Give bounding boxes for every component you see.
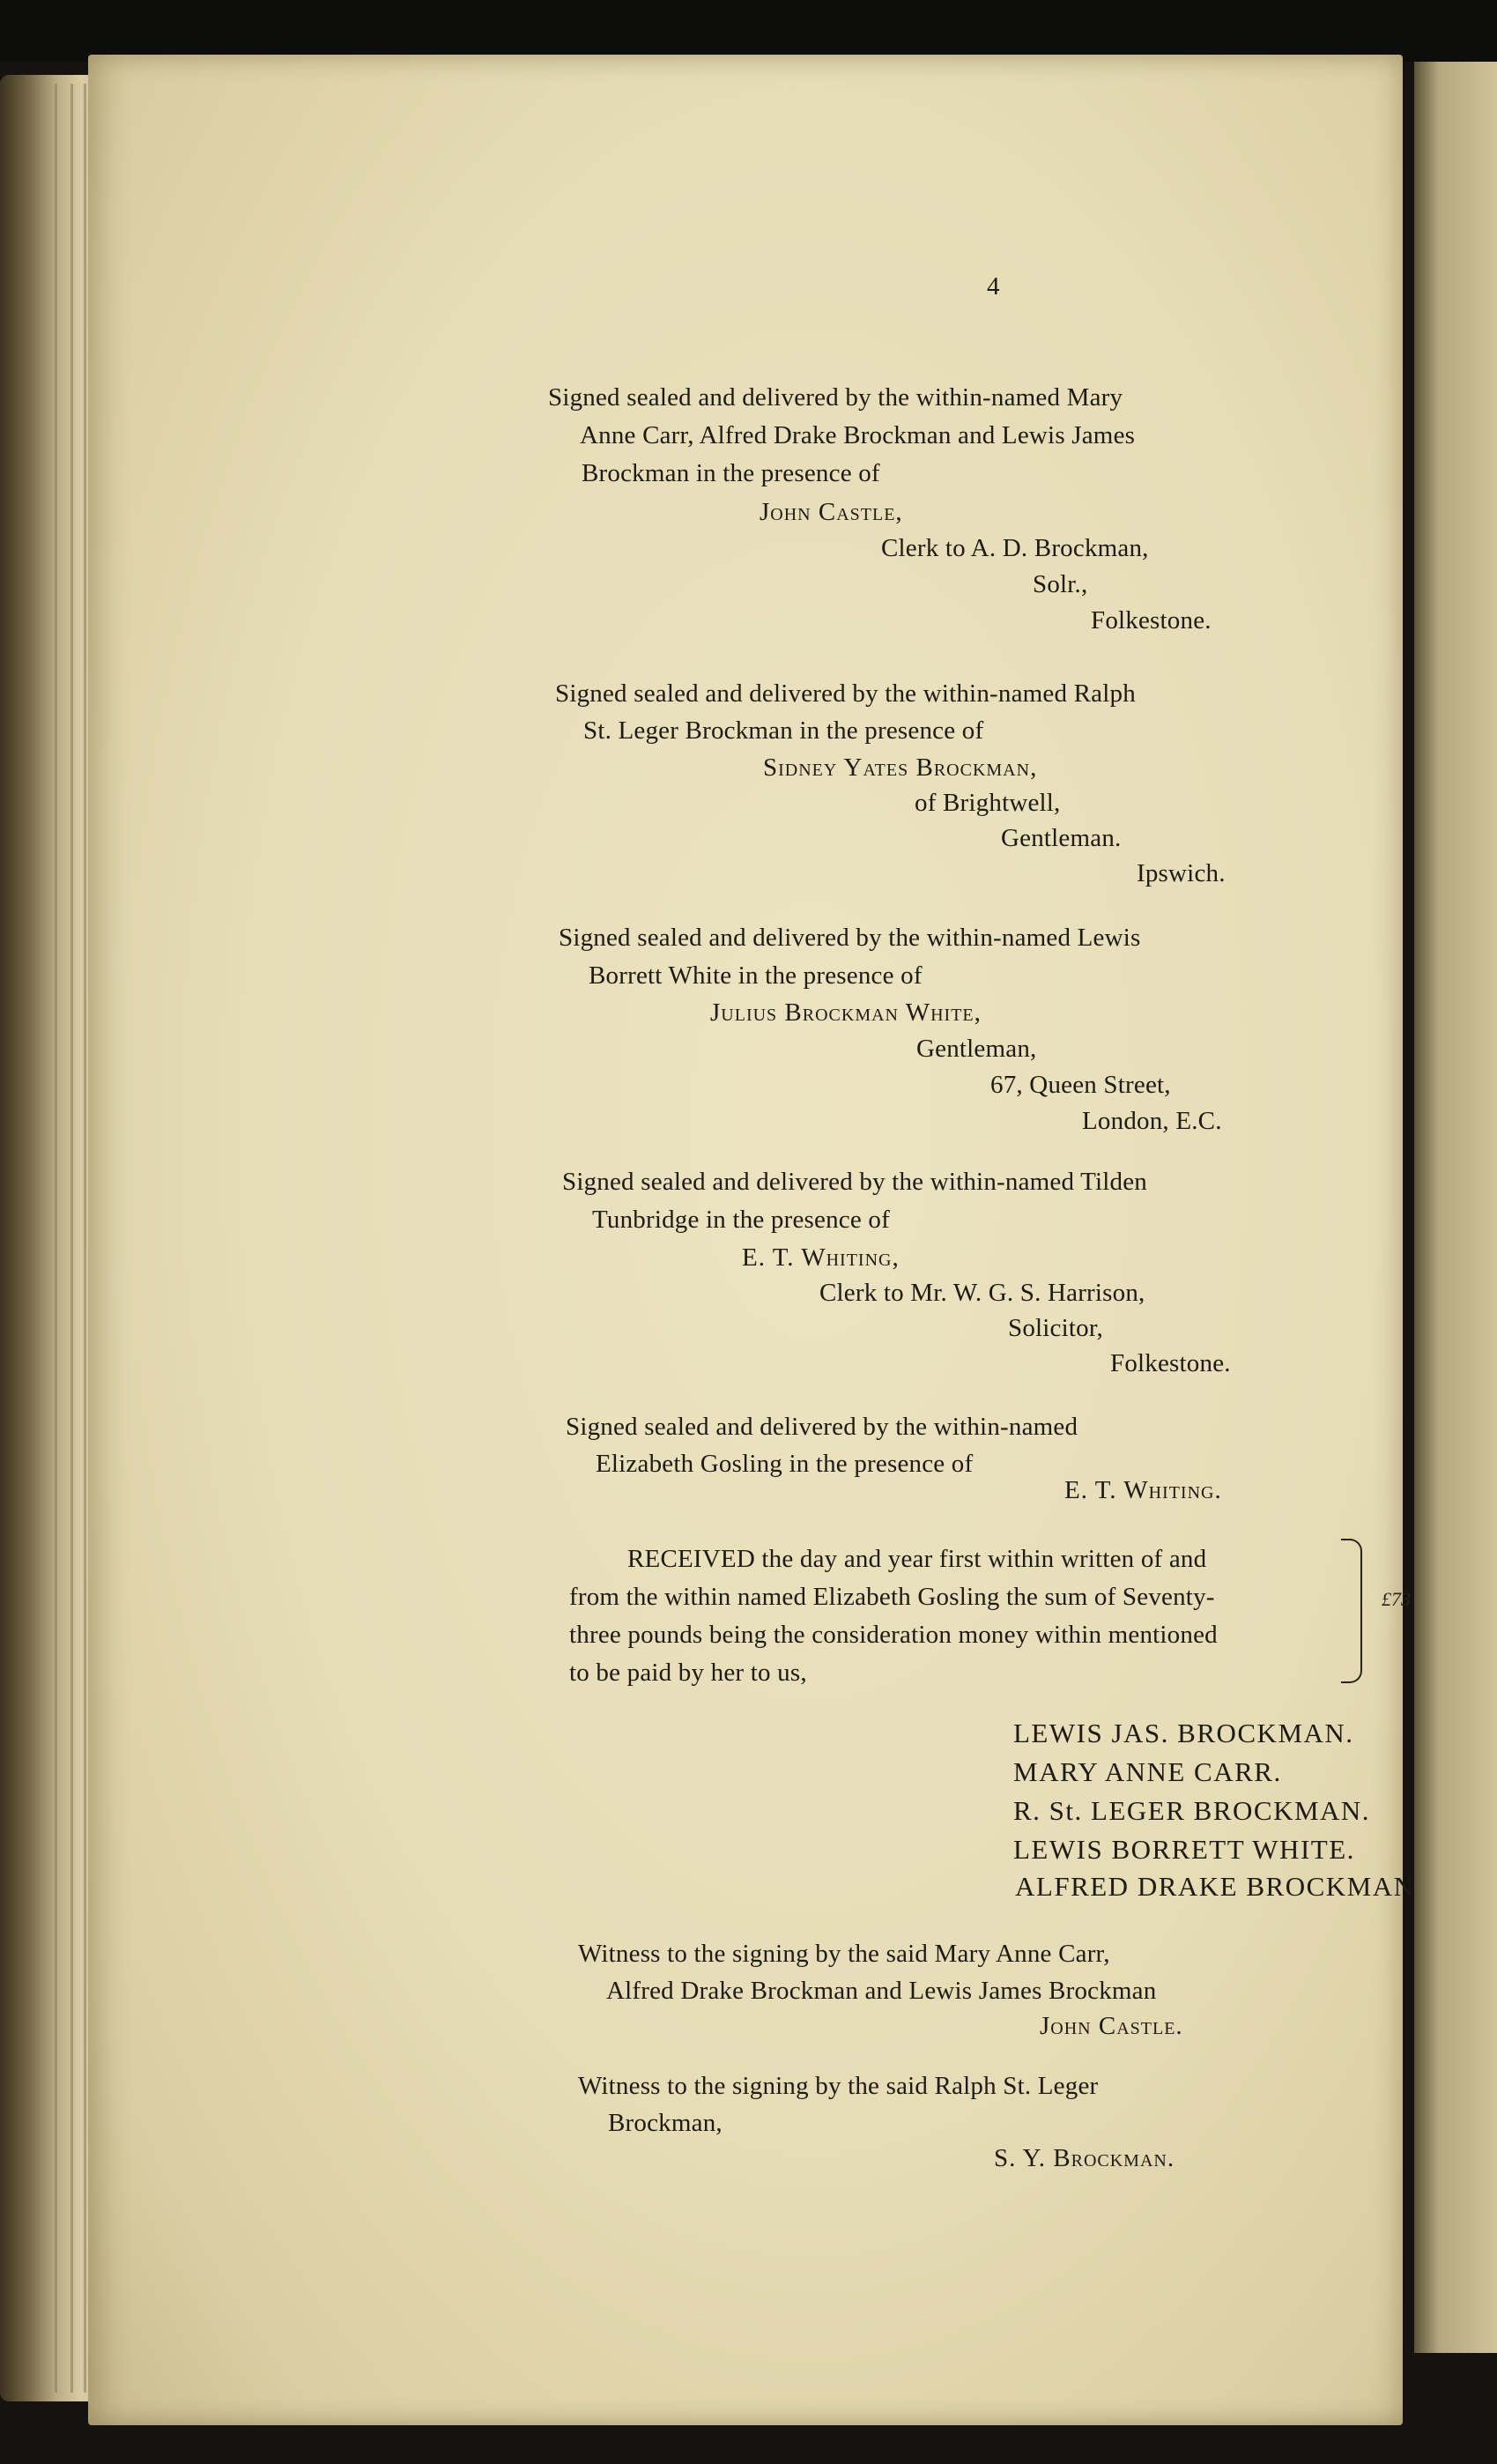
witness-detail-1b: Solr., (1033, 570, 1088, 598)
witness-detail-1c: Folkestone. (1091, 606, 1212, 635)
receipt-line-3: three pounds being the consideration money within mentioned (569, 1621, 1218, 1649)
witness-name-4: E. T. Whiting, (742, 1243, 900, 1272)
witness-name-2: Sidney Yates Brockman, (763, 753, 1038, 782)
witness-statement-1-line-1: Witness to the signing by the said Mary Anne Carr, (578, 1940, 1110, 1968)
witness-detail-1a: Clerk to A. D. Brockman, (881, 534, 1149, 562)
witness-statement-2-name: S. Y. Brockman. (994, 2144, 1175, 2172)
receipt-line-4: to be paid by her to us, (569, 1659, 807, 1687)
attestation-5-line-1: Signed sealed and delivered by the within-named (566, 1413, 1078, 1441)
signatory-1: LEWIS JAS. BROCKMAN. (1013, 1718, 1354, 1748)
witness-name-3: Julius Brockman White, (710, 998, 982, 1027)
document-page (88, 55, 1415, 2425)
attestation-1-line-3: Brockman in the presence of (582, 459, 880, 487)
facing-page-edge (1414, 62, 1497, 2353)
witness-detail-3c: London, E.C. (1082, 1107, 1222, 1135)
page-number: 4 (987, 272, 1000, 301)
attestation-3-line-1: Signed sealed and delivered by the within-named Lewis (559, 924, 1141, 952)
witness-detail-3b: 67, Queen Street, (990, 1071, 1171, 1099)
signatory-2: MARY ANNE CARR. (1013, 1756, 1282, 1787)
witness-statement-2-line-2: Brockman, (608, 2109, 723, 2137)
margin-amount: £73 (1382, 1588, 1411, 1610)
signatory-4: LEWIS BORRETT WHITE. (1013, 1834, 1355, 1865)
page-stack-edge (0, 75, 101, 2401)
attestation-2-line-2: St. Leger Brockman in the presence of (583, 716, 984, 745)
witness-detail-4b: Solicitor, (1008, 1314, 1103, 1342)
witness-detail-4c: Folkestone. (1110, 1349, 1231, 1377)
attestation-4-line-1: Signed sealed and delivered by the within-named Tilden (562, 1168, 1147, 1196)
witness-name-1: John Castle, (760, 498, 903, 526)
witness-detail-2a: of Brightwell, (915, 789, 1061, 817)
attestation-5-line-2: Elizabeth Gosling in the presence of (596, 1450, 974, 1478)
receipt-brace (1341, 1539, 1362, 1683)
attestation-1-line-1: Signed sealed and delivered by the within-named Mary (548, 383, 1123, 412)
witness-detail-2b: Gentleman. (1001, 824, 1122, 852)
witness-name-5: E. T. Whiting. (1064, 1476, 1222, 1504)
witness-statement-1-name: John Castle. (1040, 2012, 1183, 2040)
attestation-2-line-1: Signed sealed and delivered by the within-named Ralph (555, 679, 1136, 708)
attestation-1-line-2: Anne Carr, Alfred Drake Brockman and Lewis James (580, 421, 1136, 449)
attestation-3-line-2: Borrett White in the presence of (589, 961, 923, 990)
signatory-3: R. St. LEGER BROCKMAN. (1013, 1795, 1371, 1826)
witness-statement-1-line-2: Alfred Drake Brockman and Lewis James Brockman (606, 1977, 1157, 2005)
witness-detail-3a: Gentleman, (916, 1035, 1037, 1063)
witness-statement-2-line-1: Witness to the signing by the said Ralph St. Leger (578, 2072, 1099, 2100)
receipt-line-2: from the within named Elizabeth Gosling the sum of Seventy- (569, 1583, 1215, 1611)
attestation-4-line-2: Tunbridge in the presence of (592, 1206, 890, 1234)
receipt-line-1: RECEIVED the day and year first within written of and (627, 1545, 1207, 1573)
witness-detail-2c: Ipswich. (1137, 859, 1226, 887)
signatory-5: ALFRED DRAKE BROCKMAN (1015, 1871, 1415, 1902)
witness-detail-4a: Clerk to Mr. W. G. S. Harrison, (819, 1279, 1145, 1307)
